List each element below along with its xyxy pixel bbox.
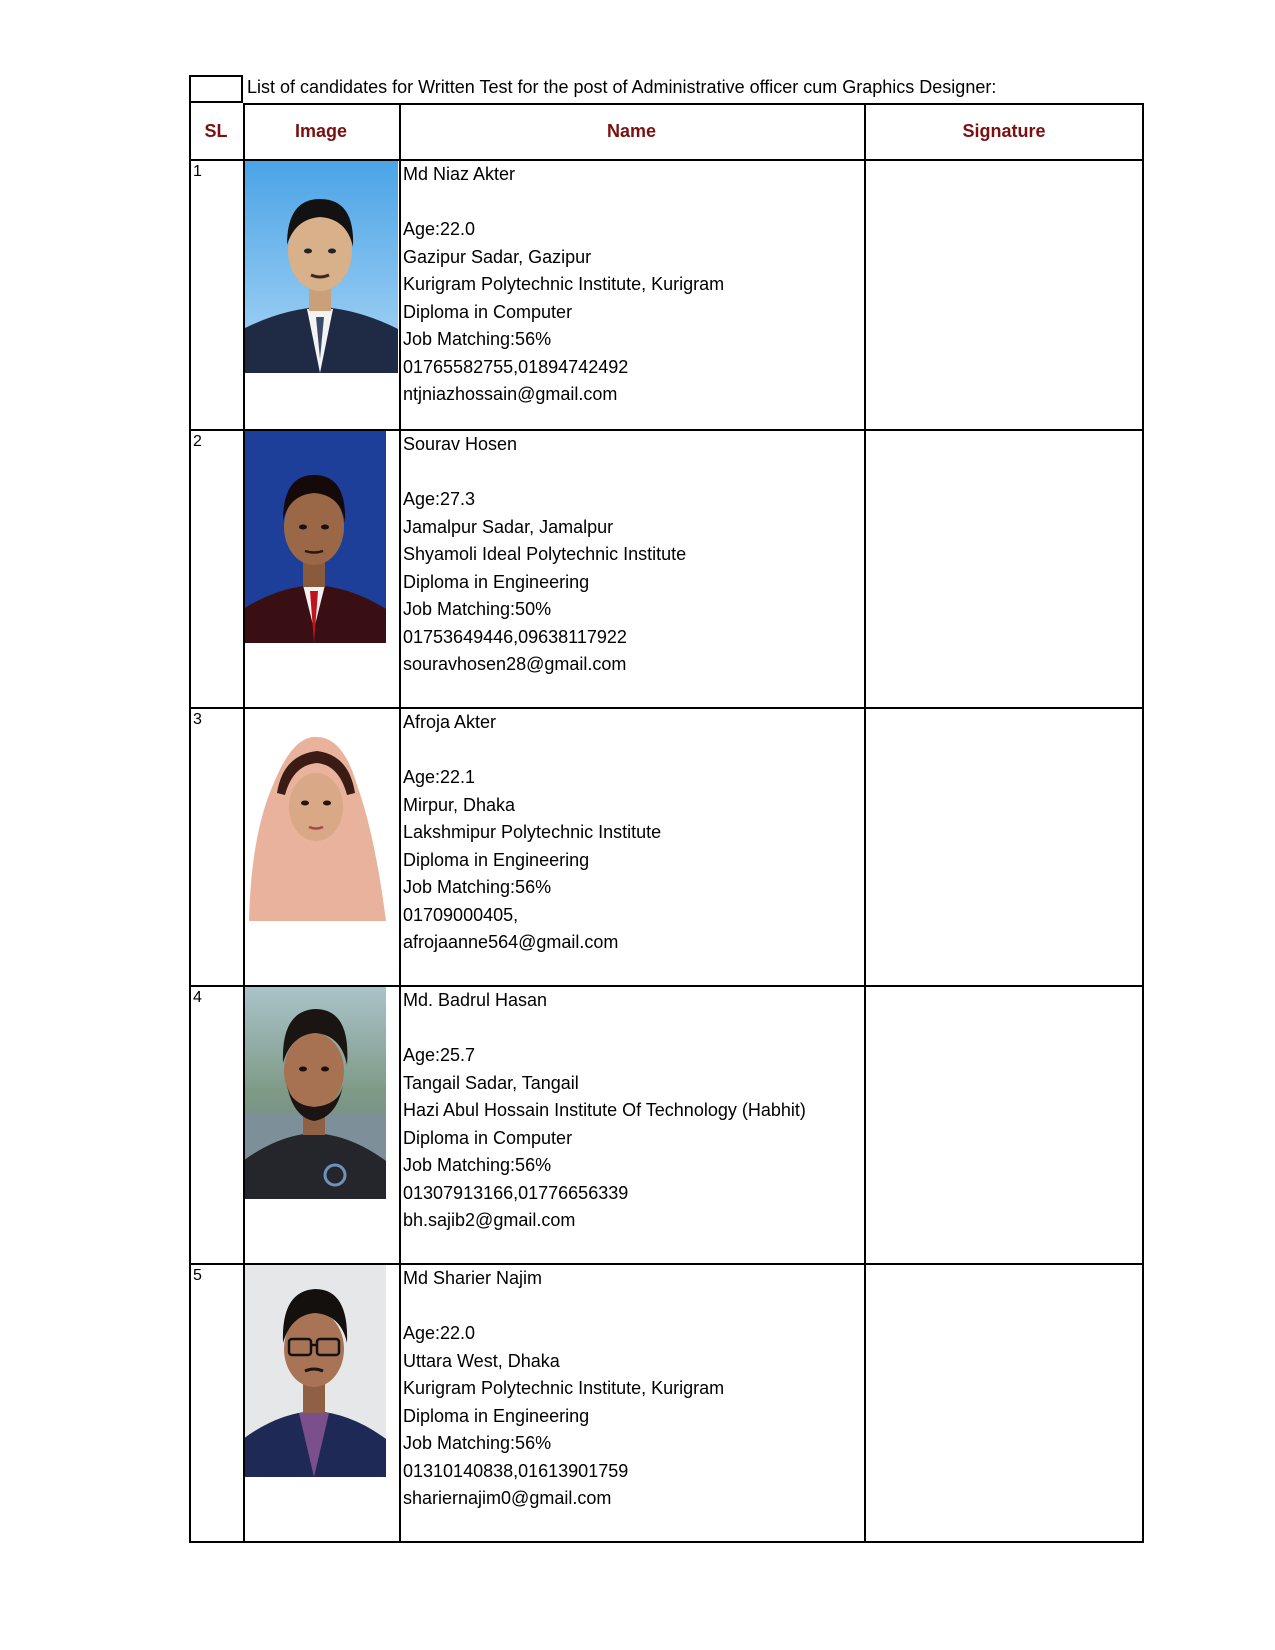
header-name: Name: [606, 120, 657, 141]
candidate-degree: Diploma in Computer: [403, 1127, 573, 1148]
table-border: [243, 103, 1144, 105]
candidate-phone: 01307913166,01776656339: [403, 1182, 629, 1203]
candidate-photo: [243, 715, 386, 921]
candidate-job-match: Job Matching:56%: [403, 1155, 552, 1175]
candidate-name: Sourav Hosen: [403, 434, 518, 454]
candidate-name: Md Niaz Akter: [403, 164, 516, 184]
header-signature: Signature: [962, 120, 1046, 141]
candidate-address: Jamalpur Sadar, Jamalpur: [403, 516, 614, 537]
candidate-degree: Diploma in Computer: [403, 301, 573, 322]
table-row: [189, 707, 1144, 985]
candidate-institute: Hazi Abul Hossain Institute Of Technology (Habhit): [403, 1100, 806, 1120]
candidate-phone: 01753649446,09638117922: [403, 626, 627, 647]
serial-number: 1: [193, 163, 202, 180]
table-row: [189, 429, 1144, 707]
signature-cell: [864, 707, 1144, 985]
candidate-address: Tangail Sadar, Tangail: [403, 1072, 579, 1093]
candidate-email: afrojaanne564@gmail.com: [403, 932, 619, 952]
candidate-name: Afroja Akter: [403, 712, 497, 732]
page-title: List of candidates for Written Test for the post of Administrative officer cum Graphics Designer:: [247, 77, 997, 97]
candidate-degree: Diploma in Engineering: [403, 1405, 590, 1426]
candidate-address: Mirpur, Dhaka: [403, 794, 516, 815]
candidate-age: Age:22.0: [403, 219, 476, 239]
table-row: [189, 159, 1144, 429]
candidate-phone: 01709000405,: [403, 904, 519, 925]
serial-number: 2: [193, 433, 202, 450]
candidate-age: Age:27.3: [403, 489, 476, 509]
table-row: [189, 985, 1144, 1263]
table-border: [189, 985, 1144, 987]
header-sl: SL: [204, 120, 228, 141]
candidate-details: [399, 707, 661, 957]
signature-cell: [864, 1263, 1144, 1541]
candidate-email: shariernajim0@gmail.com: [403, 1488, 612, 1508]
candidate-institute: Shyamoli Ideal Polytechnic Institute: [403, 544, 687, 564]
table-border: [189, 1263, 1144, 1265]
candidate-table: [189, 103, 1144, 1555]
table-border: [864, 103, 866, 1543]
candidate-name: Md. Badrul Hasan: [403, 990, 548, 1010]
candidate-photo: [243, 985, 386, 1199]
table-border: [189, 707, 1144, 709]
candidate-photo: [243, 429, 386, 643]
signature-cell: [864, 159, 1144, 429]
candidate-degree: Diploma in Engineering: [403, 849, 590, 870]
candidate-details: [399, 1263, 724, 1513]
title-empty-cell: [189, 75, 243, 103]
candidate-address: Gazipur Sadar, Gazipur: [403, 246, 592, 267]
candidate-email: ntjniazhossain@gmail.com: [403, 384, 618, 404]
candidate-age: Age:25.7: [403, 1045, 476, 1065]
table-border: [189, 429, 1144, 431]
candidate-age: Age:22.1: [403, 767, 476, 787]
candidate-job-match: Job Matching:56%: [403, 877, 552, 897]
table-border: [189, 103, 191, 1543]
serial-number: 5: [193, 1267, 202, 1284]
candidate-institute: Lakshmipur Polytechnic Institute: [403, 822, 662, 842]
candidate-address: Uttara West, Dhaka: [403, 1350, 560, 1371]
candidate-email: souravhosen28@gmail.com: [403, 654, 627, 674]
candidate-details: [399, 429, 686, 679]
signature-cell: [864, 429, 1144, 707]
candidate-job-match: Job Matching:50%: [403, 599, 552, 619]
candidate-email: bh.sajib2@gmail.com: [403, 1210, 576, 1230]
table-border: [243, 103, 245, 1543]
table-border: [1142, 103, 1144, 1543]
serial-number: 3: [193, 711, 202, 728]
candidate-phone: 01310140838,01613901759: [403, 1460, 629, 1481]
signature-cell: [864, 985, 1144, 1263]
candidate-name: Md Sharier Najim: [403, 1268, 543, 1288]
candidate-degree: Diploma in Engineering: [403, 571, 590, 592]
serial-number: 4: [193, 989, 202, 1006]
table-border: [189, 1541, 1144, 1543]
candidate-institute: Kurigram Polytechnic Institute, Kurigram: [403, 274, 725, 294]
candidate-details: [399, 985, 806, 1235]
candidate-photo: [243, 1263, 386, 1477]
candidate-job-match: Job Matching:56%: [403, 329, 552, 349]
table-border: [189, 159, 1144, 161]
candidate-institute: Kurigram Polytechnic Institute, Kurigram: [403, 1378, 725, 1398]
title-row: [189, 75, 1144, 103]
candidate-age: Age:22.0: [403, 1323, 476, 1343]
candidate-phone: 01765582755,01894742492: [403, 356, 629, 377]
candidate-job-match: Job Matching:56%: [403, 1433, 552, 1453]
table-row: [189, 1263, 1144, 1541]
header-image: Image: [294, 120, 348, 141]
candidate-details: [399, 159, 724, 409]
candidate-photo: [243, 159, 398, 373]
table-border: [399, 103, 401, 1543]
